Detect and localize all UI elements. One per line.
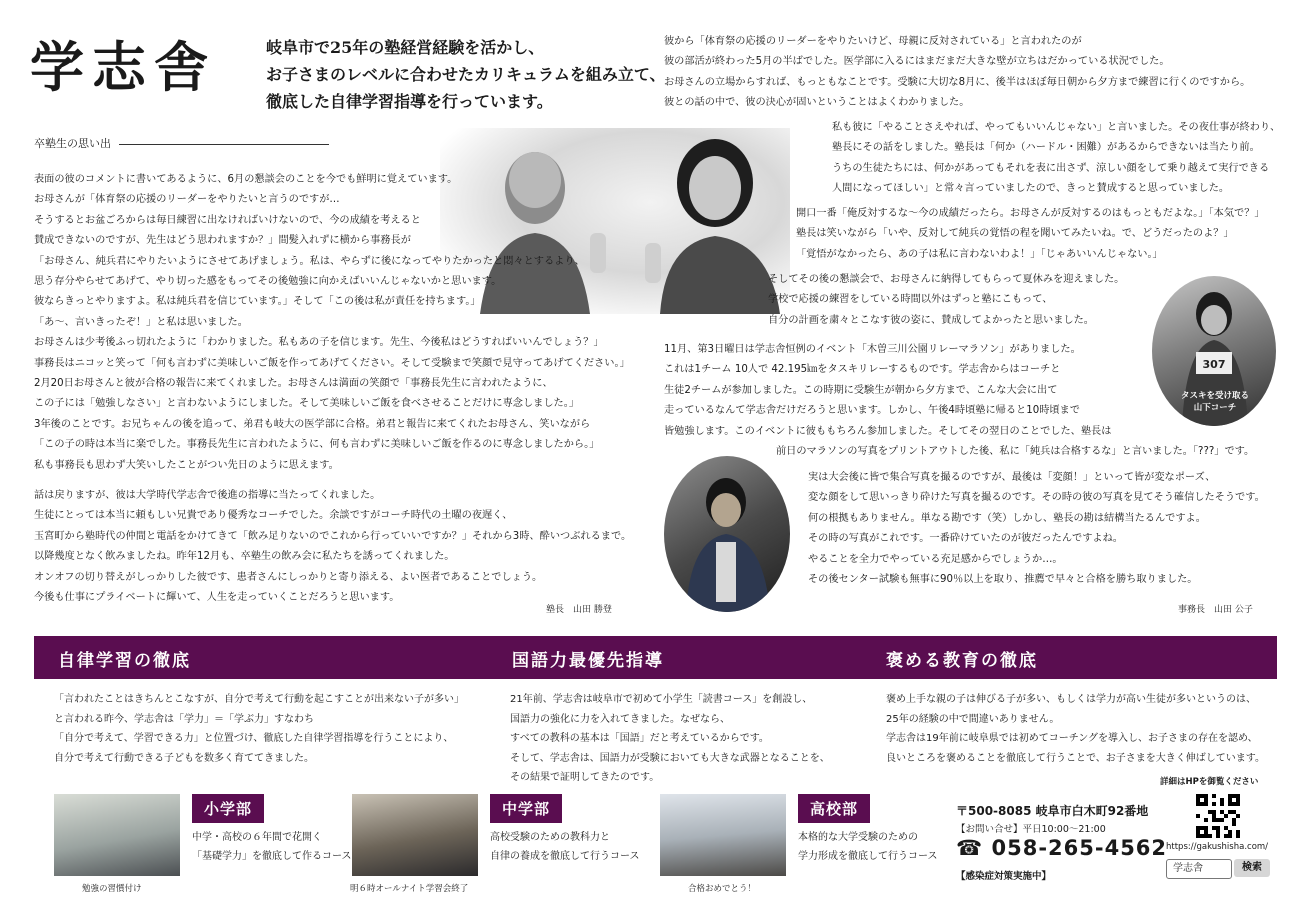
story-line: 自分の計画を粛々とこなす彼の姿に、賛成してよかったと思いました。 xyxy=(768,314,1094,326)
course-desc-line: 中学・高校の６年間で花開く xyxy=(192,832,322,843)
tagline xyxy=(266,34,666,115)
tagline-line: お子さまのレベルに合わせたカリキュラムを組み立て、 xyxy=(266,65,666,84)
course-desc-line: 自律の養成を徹底して行うコース xyxy=(490,851,640,862)
story-line: 賛成できないのですが、先生はどう思われますか？」間髪入れずに横から事務長が xyxy=(34,235,411,247)
phone-icon: ☎ xyxy=(956,836,984,860)
funny-face-figure xyxy=(664,456,790,612)
feature-line: すべての教科の基本は「国語」だと考えているからです。 xyxy=(510,733,769,744)
story-line: これは1チーム 10人で 42.195㎞をタスキリレーするものです。学志舎からはコーチと xyxy=(664,364,1061,376)
feature-line: 「自分で考えて、学習できる力」と位置づけ、徹底した自律学習指導を行うことにより、 xyxy=(54,733,454,744)
story-line: 2月20日お母さんと彼が合格の報告に来てくれました。お母さんは満面の笑顔で「事務長先生に言われたように、 xyxy=(34,378,553,390)
story-line: 変な顔をして思いっきり砕けた写真を撮るのです。その時の彼の写真を見てそう確信したそうです。 xyxy=(808,492,1265,504)
feature-line: 学志舎は19年前に岐阜県では初めてコーチングを導入し、お子さまの存在を認め、 xyxy=(886,733,1258,744)
course-desc-line: 高校受験のための教科力と xyxy=(490,832,610,843)
story-line: 話は戻りますが、彼は大学時代学志舎で後進の指導に当たってくれました。 xyxy=(34,490,381,501)
feature-line: 25年の経験の中で間違いありません。 xyxy=(886,713,1060,725)
course-photo-elementary xyxy=(54,794,180,876)
runner-photo-caption: タスキを受け取る 山下コーチ xyxy=(1180,391,1249,413)
details-label: 詳細はHPを御覧ください xyxy=(1160,777,1259,787)
story-line: 「覚悟がなかったら、あの子は私に言わないわよ！」「じゃあいいんじゃない。」 xyxy=(796,248,1163,260)
school-logo: 学志舎 xyxy=(30,35,216,99)
story-line: 塾長は笑いながら「いや、反対して純兵の覚悟の程を聞いてみたいね。で、どうだったのよ？」 xyxy=(796,228,1234,240)
story-line: 私も事務長も思わず大笑いしたことがつい先日のように思えます。 xyxy=(34,459,339,471)
story-line: この子には「勉強しなさい」と言わないようにしました。そして美味しいご飯を食べさせることだけに専念しました。」 xyxy=(34,398,580,410)
contact-hours: 【お問い合せ】平日10:00～21:00 xyxy=(956,824,1106,835)
story-line: 玉宮町から塾時代の仲間と電話をかけてきて「飲み足りないのでこれから行っていいですか？」それから3時、酔いつぶれるまで。 xyxy=(34,530,632,542)
story-line: 開口一番「俺反対するな～今の成績だったら。お母さんが反対するのはもっともだよな。」「本気で？」 xyxy=(796,208,1265,219)
search-input[interactable]: 学志舎 xyxy=(1166,859,1232,879)
story-line: 私も彼に「やることさえやれば、やってもいいんじゃない」と言いました。その夜仕事が終わり、 xyxy=(832,122,1281,133)
section-label xyxy=(34,137,329,151)
course-desc-high-school xyxy=(798,828,938,866)
feature-desc-autonomy xyxy=(54,690,464,768)
course-desc-line: 学力形成を徹底して行うコース xyxy=(798,851,938,862)
feature-line: 良いところを褒めることを徹底して行うことで、お子さまを大きく伸ばしています。 xyxy=(886,752,1265,764)
feature-line: そして、学志舎は、国語力が受験においても大きな武器となることを、 xyxy=(510,752,830,764)
feature-desc-japanese xyxy=(510,690,830,788)
phone-number[interactable]: 058-265-4562 xyxy=(991,836,1168,860)
story-line: 人間になってほしい」と常々言っていましたので、きっと賛成すると思っていました。 xyxy=(832,183,1230,195)
feature-title-autonomy: 自律学習の徹底 xyxy=(58,651,191,671)
story-line: 彼の部活が終わった5月の半ばでした。医学部に入るにはまだまだ大きな壁が立ちはだかっている状況でした。 xyxy=(664,56,1170,68)
right-column-story-3 xyxy=(796,204,1265,265)
feature-line: 国語力の強化に力を入れてきました。なぜなら、 xyxy=(510,713,730,725)
story-line: 「この子の時は本当に楽でした。事務長先生に言われたように、何も言わずに美味しいご飯を作るのに専念しましたから。」 xyxy=(34,439,600,451)
story-line: 3年後のことです。お兄ちゃんの後を追って、弟君も岐大の医学部に合格。弟君と報告に来てくれたお母さん、笑いながら xyxy=(34,418,591,430)
course-caption-high-school: 合格おめでとう！ xyxy=(688,884,757,894)
feature-line: 自分で考えて行動できる子どもを数多く育ててきました。 xyxy=(54,752,314,764)
phone-line[interactable] xyxy=(956,836,1167,860)
course-tag-high-school[interactable]: 高校部 xyxy=(798,794,870,823)
feature-title-praise: 褒める教育の徹底 xyxy=(886,651,1038,671)
left-column-story xyxy=(34,170,630,476)
story-line: その時の写真がこれです。一番砕けていたのが彼だったんですよね。 xyxy=(808,533,1123,545)
course-caption-elementary: 勉強の習慣付け xyxy=(82,884,142,894)
story-line: 表面の彼のコメントに書いてあるように、6月の懇談会のことを今でも鮮明に覚えています。 xyxy=(34,174,458,185)
website-url[interactable]: https://gakushisha.com/ xyxy=(1166,842,1269,852)
signature-right: 事務長 山田 公子 xyxy=(1178,605,1253,615)
story-line: 思う存分やらせてあげて、やり切った感をもってその後勉強に向かえばいいんじゃないかと思います。 xyxy=(34,276,502,288)
school-address: 〒500-8085 岐阜市白木町92番地 xyxy=(956,804,1149,818)
story-line: 今後も仕事にプライベートに輝いて、人生を走っていくことだろうと思います。 xyxy=(34,592,400,604)
bib-number: 307 xyxy=(1202,358,1226,371)
course-desc-line: 本格的な大学受験のための xyxy=(798,832,918,843)
course-photo-high-school xyxy=(660,794,786,876)
story-line: お母さんが「体育祭の応援のリーダーをやりたいと言うのですが… xyxy=(34,194,340,206)
search-button[interactable]: 検索 xyxy=(1234,859,1270,877)
story-line: 事務長はニコッと笑って「何も言わずに美味しいご飯を作ってあげてください。そして受験まで笑顔で見守ってあげてください。」 xyxy=(34,357,630,369)
right-column-story xyxy=(664,32,1250,114)
story-line: 前日のマラソンの写真をプリントアウトした後、私に「純兵は合格するな」と言いました。「???」です。 xyxy=(776,446,1255,458)
story-line: 塾長にその話をしました。塾長は「何か（ハードル・困難）があるからできないは当たり前。 xyxy=(832,142,1260,154)
course-desc-junior-high xyxy=(490,828,640,866)
story-line: 生徒2チームが参加しました。この時期に受験生が朝から夕方まで、こんな大会に出て xyxy=(664,384,1058,396)
feature-title-japanese: 国語力最優先指導 xyxy=(512,651,664,671)
qr-code-icon xyxy=(1196,794,1240,838)
story-line: 「お母さん、純兵君にやりたいようにさせてあげましょう。私は、やらずに後になってやりたかったと悶々とするより、 xyxy=(34,255,585,267)
right-column-story-4 xyxy=(768,270,1124,331)
story-line: お母さんは少考後ふっ切れたように「わかりました。私もあの子を信じます。先生、今後私はどうすればいいんでしょう？」 xyxy=(34,337,604,349)
story-line: オンオフの切り替えがしっかりした彼です、患者さんにしっかりと寄り添える、よい医者であることでしょう。 xyxy=(34,571,543,583)
story-line: そしてその後の懇談会で、お母さんに納得してもらって夏休みを迎えました。 xyxy=(768,274,1125,285)
story-line: 彼から「体育祭の応援のリーダーをやりたいけど、母親に反対されている」と言われたのが xyxy=(664,36,1082,47)
story-line: 何の根拠もありません。単なる勘です（笑）しかし、塾長の勘は結構当たるんですよ。 xyxy=(808,512,1206,524)
funny-face-photo xyxy=(664,456,790,612)
story-line: 皆勉強します。このイベントに彼ももちろん参加しました。そしてその翌日のことでした、塾長は xyxy=(664,425,1112,437)
right-column-story-6 xyxy=(808,468,1265,590)
story-line: お母さんの立場からすれば、もっともなことです。受験に大切な8月に、後半はほぼ毎日朝から夕方まで練習に行くのですから。 xyxy=(664,76,1251,88)
course-photo-junior-high xyxy=(352,794,478,876)
tagline-line: 岐阜市で25年の塾経営経験を活かし、 xyxy=(266,38,545,57)
feature-line: 21年前、学志舎は岐阜市で初めて小学生「読書コース」を創設し、 xyxy=(510,694,813,705)
course-caption-junior-high: 明６時オールナイト学習会終了 xyxy=(350,884,469,894)
course-tag-junior-high[interactable]: 中学部 xyxy=(490,794,562,823)
story-line: 彼ならきっとやりますよ。私は純兵君を信じています。」そして「この後は私が責任を持ちます。」 xyxy=(34,296,481,308)
story-line: 「あ～、言いきったぞ！」と私は思いました。 xyxy=(34,316,248,328)
story-line: 彼との話の中で、彼の決心が固いということはよくわかりました。 xyxy=(664,97,970,109)
feature-line: 褒め上手な親の子は伸びる子が多い、もしくは学力が高い生徒が多いというのは、 xyxy=(886,694,1256,705)
story-line: うちの生徒たちには、何かがあってもそれを表に出さず、涼しい顔をして乗り越えて実行できる xyxy=(832,162,1270,174)
story-line: やることを全力でやっている充足感からでしょうか…。 xyxy=(808,553,1063,565)
section-rule xyxy=(119,144,329,145)
story-line: 以降幾度となく飲みましたね。昨年12月も、卒塾生の飲み会に私たちを誘ってくれました。 xyxy=(34,551,455,563)
feature-line: 「言われたことはきちんとこなすが、自分で考えて行動を起こすことが出来ない子が多い」 xyxy=(54,694,464,705)
feature-line: その結果で証明してきたのです。 xyxy=(510,772,660,783)
story-line: 11月、第3日曜日は学志舎恒例のイベント「木曽三川公園リレーマラソン」がありました。 xyxy=(664,344,1081,355)
section-label-text: 卒塾生の思い出 xyxy=(34,137,111,150)
feature-line: と言われる昨今、学志舎は「学力」＝「学ぶ力」すなわち xyxy=(54,713,314,725)
course-desc-line: 「基礎学力」を徹底して作るコース xyxy=(192,851,352,862)
qr-code[interactable] xyxy=(1196,794,1240,838)
course-desc-elementary xyxy=(192,828,352,866)
story-line: 学校で応援の練習をしている時間以外はずっと塾にこもって、 xyxy=(768,294,1053,306)
right-column-story-2 xyxy=(832,118,1280,200)
course-tag-elementary[interactable]: 小学部 xyxy=(192,794,264,823)
signature-left: 塾長 山田 勝登 xyxy=(546,605,612,615)
tagline-line: 徹底した自律学習指導を行っています。 xyxy=(266,92,553,111)
left-column-story-2 xyxy=(34,486,631,608)
story-line: 走っているなんて学志舎だけだろうと思います。しかし、午後4時頃塾に帰ると10時頃まで xyxy=(664,405,1080,417)
story-line: 実は大会後に皆で集合写真を撮るのですが、最後は「変顔！」といって皆が変なポーズ、 xyxy=(808,472,1216,483)
story-line: その後センター試験も無事に90％以上を取り、推薦で早々と合格を勝ち取りました。 xyxy=(808,574,1198,586)
covid-notice: 【感染症対策実施中】 xyxy=(956,871,1052,882)
story-line: 生徒にとっては本当に頼もしい兄貴であり優秀なコーチでした。余談ですがコーチ時代の土曜の夜遅く、 xyxy=(34,510,513,522)
right-column-story-5 xyxy=(664,340,1254,462)
features-banner xyxy=(34,636,1277,679)
feature-desc-praise xyxy=(886,690,1265,768)
story-line: そうするとお盆ごろからは毎日練習に出なければいけないので、今の成績を考えると xyxy=(34,214,421,226)
